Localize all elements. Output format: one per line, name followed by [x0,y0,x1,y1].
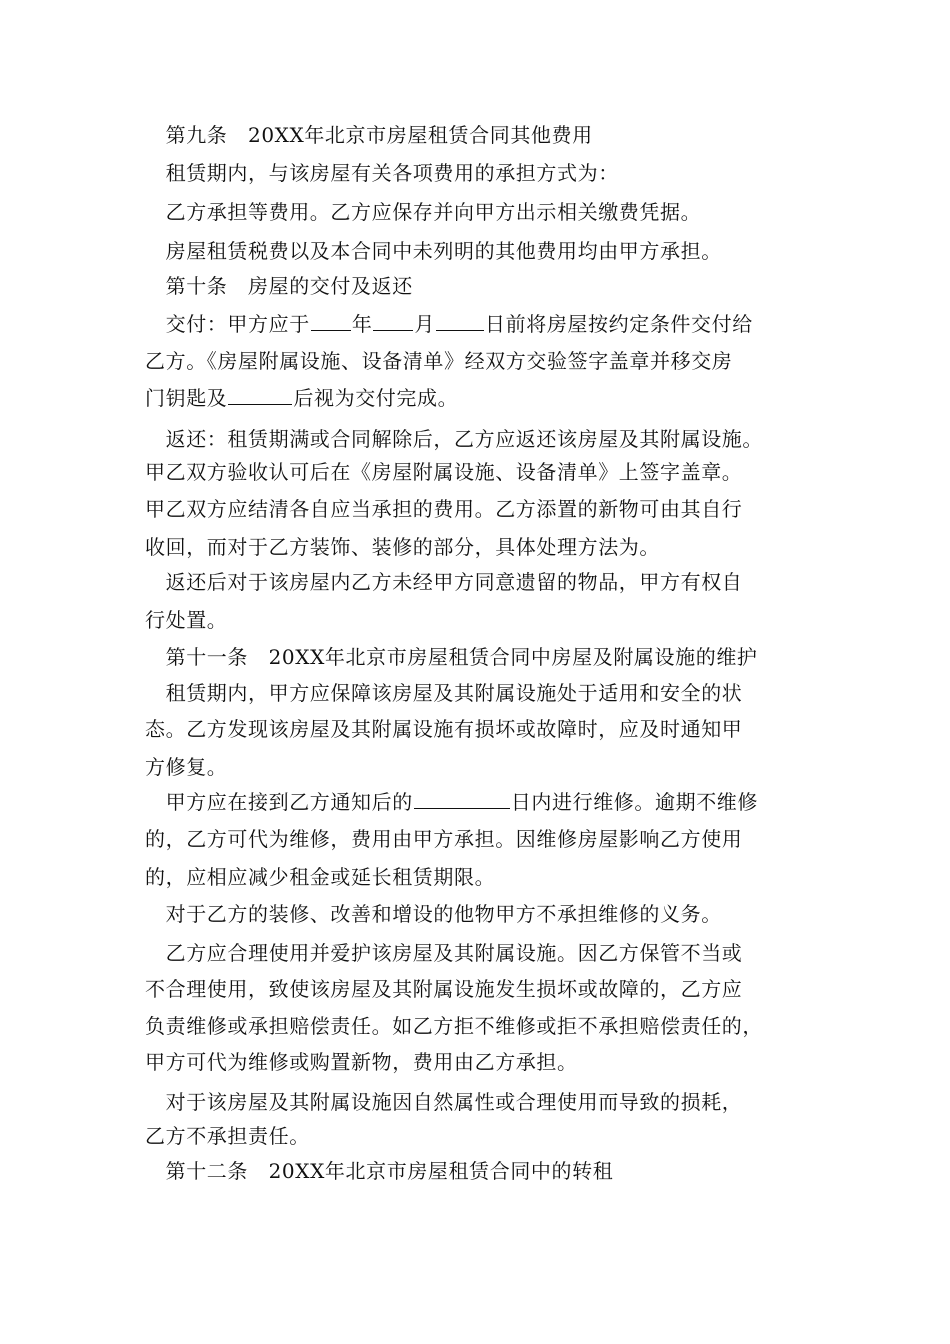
day-blank [436,310,484,331]
paragraph-line: 返还后对于该房屋内乙方未经甲方同意遗留的物品，甲方有权自 [145,570,743,594]
paragraph-line: 对于乙方的装修、改善和增设的他物甲方不承担维修的义务。 [145,902,722,926]
year-blank [311,310,351,331]
paragraph-line: 甲乙双方验收认可后在《房屋附属设施、设备清单》上签字盖章。 [145,460,743,484]
paragraph-line: 方修复。 [145,755,228,779]
repair-clause-line [145,787,825,817]
paragraph-line: 行处置。 [145,608,228,632]
article-9-heading: 第九条 20XX年北京市房屋租赁合同其他费用 [145,123,593,147]
paragraph-line: 甲方可代为维修或购置新物，费用由乙方承担。 [145,1050,578,1074]
text-segment: 门钥匙及 [145,386,228,410]
paragraph-line: 态。乙方发现该房屋及其附属设施有损坏或故障时，应及时通知甲 [145,717,743,741]
paragraph-line: 返还：租赁期满或合同解除后，乙方应返还该房屋及其附属设施。 [145,427,763,451]
paragraph-line: 对于该房屋及其附属设施因自然属性或合理使用而导致的损耗， [145,1090,743,1114]
keys-blank [228,384,292,405]
paragraph-line: 的，乙方可代为维修，费用由甲方承担。因维修房屋影响乙方使用 [145,827,743,851]
keys-clause-line [145,383,825,413]
article-10-heading: 第十条 房屋的交付及返还 [145,274,413,298]
paragraph-line: 租赁期内，与该房屋有关各项费用的承担方式为： [145,161,619,185]
text-segment: 月 [414,312,436,336]
text-segment: 甲方应在接到乙方通知后的 [145,790,413,814]
paragraph-line: 甲乙双方应结清各自应当承担的费用。乙方添置的新物可由其自行 [145,497,743,521]
paragraph-line: 不合理使用，致使该房屋及其附属设施发生损坏或故障的，乙方应 [145,977,743,1001]
paragraph-line: 乙方不承担责任。 [145,1124,310,1148]
text-segment: 日内进行维修。逾期不维修 [510,790,759,814]
paragraph-line: 的，应相应减少租金或延长租赁期限。 [145,865,496,889]
paragraph-line: 收回，而对于乙方装饰、装修的部分，具体处理方法为。 [145,535,660,559]
article-11-heading: 第十一条 20XX年北京市房屋租赁合同中房屋及附属设施的维护 [145,645,758,669]
repair-days-blank [414,788,510,809]
paragraph-line: 房屋租赁税费以及本合同中未列明的其他费用均由甲方承担。 [145,239,722,263]
text-segment: 交付：甲方应于 [145,312,310,336]
paragraph-line: 乙方应合理使用并爱护该房屋及其附属设施。因乙方保管不当或 [145,941,743,965]
paragraph-line: 负责维修或承担赔偿责任。如乙方拒不维修或拒不承担赔偿责任的， [145,1014,763,1038]
month-blank [373,310,413,331]
text-segment: 后视为交付完成。 [293,386,459,410]
delivery-clause-line [145,309,825,339]
paragraph-line: 租赁期内，甲方应保障该房屋及其附属设施处于适用和安全的状 [145,681,743,705]
text-segment: 日前将房屋按约定条件交付给 [485,312,753,336]
article-12-heading: 第十二条 20XX年北京市房屋租赁合同中的转租 [145,1159,614,1183]
paragraph-line: 乙方。《房屋附属设施、设备清单》经双方交验签字盖章并移交房 [145,349,733,373]
paragraph-line: 乙方承担等费用。乙方应保存并向甲方出示相关缴费凭据。 [145,200,702,224]
text-segment: 年 [351,312,373,336]
